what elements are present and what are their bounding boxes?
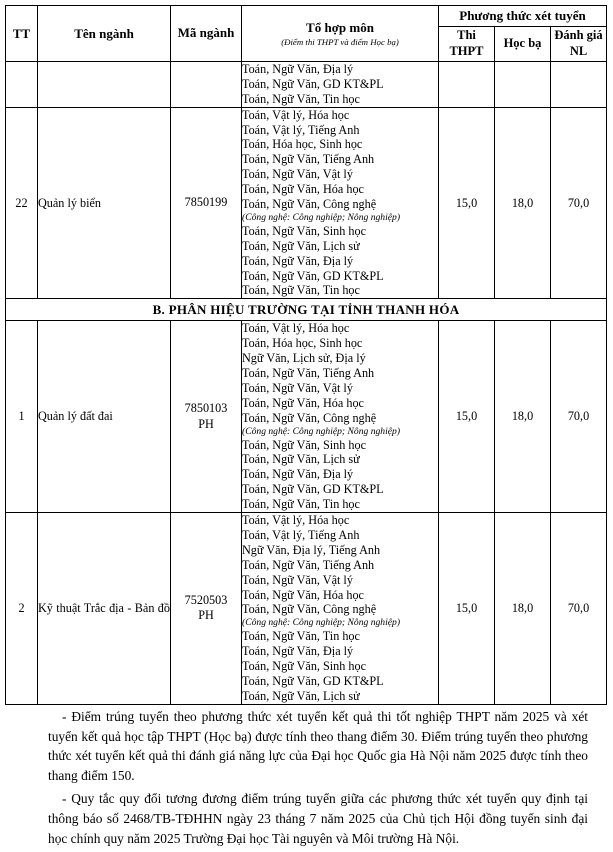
subject-combination: Toán, Ngữ Văn, Vật lý bbox=[242, 572, 353, 587]
subject-combination: Toán, Ngữ Văn, GD KT&PL bbox=[242, 673, 384, 688]
subject-combination: Toán, Ngữ Văn, Tin học bbox=[242, 91, 360, 106]
subject-combination: Toán, Hóa học, Sinh học bbox=[242, 336, 363, 351]
subject-combination: Toán, Ngữ Văn, Hóa học bbox=[242, 182, 364, 197]
major-code-line2: PH bbox=[198, 608, 214, 623]
subject-combination: Ngữ Văn, Lịch sử, Địa lý bbox=[242, 351, 366, 366]
subject-combination: Toán, Vật lý, Tiếng Anh bbox=[242, 527, 360, 542]
major-code-line1: 7850103 bbox=[184, 401, 228, 416]
score-dgnl: 70,0 bbox=[551, 107, 607, 299]
header-method-hocba: Học bạ bbox=[495, 27, 551, 62]
subject-combination: Toán, Ngữ Văn, Lịch sử bbox=[242, 452, 360, 467]
header-combination-title: Tổ hợp môn bbox=[306, 20, 374, 35]
subject-combination: Toán, Ngữ Văn, Địa lý bbox=[242, 253, 354, 268]
table-row bbox=[6, 107, 607, 299]
subject-combination: Toán, Vật lý, Hóa học bbox=[242, 513, 350, 528]
footnotes bbox=[48, 707, 588, 852]
header-methods: Phương thức xét tuyển bbox=[439, 6, 607, 27]
subject-combination: Toán, Ngữ Văn, Lịch sử bbox=[242, 238, 360, 253]
subject-combination: Toán, Ngữ Văn, GD KT&PL bbox=[242, 482, 384, 497]
cell-empty bbox=[6, 62, 38, 108]
cell-empty bbox=[551, 62, 607, 108]
subject-combination: Toán, Ngữ Văn, Tin học bbox=[242, 497, 360, 512]
subject-combination: Toán, Ngữ Văn, Công nghệ bbox=[242, 197, 377, 212]
subject-combination: Toán, Ngữ Văn, Lịch sử bbox=[242, 688, 360, 703]
major-code bbox=[171, 513, 242, 705]
subject-combination: Toán, Ngữ Văn, Công nghệ bbox=[242, 602, 377, 617]
score-hocba: 18,0 bbox=[495, 321, 551, 513]
header-method-dgnl: Đánh giá NL bbox=[551, 27, 607, 62]
subject-combination: Toán, Ngữ Văn, Hóa học bbox=[242, 395, 364, 410]
cell-empty bbox=[171, 62, 242, 108]
header-name: Tên ngành bbox=[38, 6, 171, 62]
subject-combinations bbox=[242, 107, 439, 299]
subject-combination: Toán, Ngữ Văn, GD KT&PL bbox=[242, 76, 384, 91]
cell-empty bbox=[439, 62, 495, 108]
subject-combinations bbox=[242, 513, 439, 705]
subject-combination: Toán, Vật lý, Hóa học bbox=[242, 107, 350, 122]
major-name: Quản lý biển bbox=[38, 107, 171, 299]
footnote-paragraph: - Quy tắc quy đổi tương đương điểm trúng tuyển giữa các phương thức xét tuyển quy định tại thông báo số 2468/TB-TĐHHN ngày 23 tháng 7 năm 2025 của Chủ tịch Hội đồng tuyển sinh đại học chính quy năm 2025 Trường Đại học Tài nguyên và Môi trường Hà Nội. bbox=[48, 791, 588, 846]
score-hocba: 18,0 bbox=[495, 513, 551, 705]
subject-combination: Toán, Vật lý, Tiếng Anh bbox=[242, 122, 360, 137]
subject-combination: Toán, Ngữ Văn, Sinh học bbox=[242, 659, 367, 674]
subject-combination: Toán, Ngữ Văn, Địa lý bbox=[242, 467, 354, 482]
section-row bbox=[6, 299, 607, 321]
score-thpt: 15,0 bbox=[439, 107, 495, 299]
major-name: Quản lý đất đai bbox=[38, 321, 171, 513]
row-number: 1 bbox=[6, 321, 38, 513]
subject-combination: Toán, Ngữ Văn, Công nghệ bbox=[242, 410, 377, 425]
score-dgnl: 70,0 bbox=[551, 513, 607, 705]
subject-combination: Toán, Hóa học, Sinh học bbox=[242, 137, 363, 152]
score-hocba: 18,0 bbox=[495, 107, 551, 299]
header-code-text: Mã ngành bbox=[177, 25, 235, 41]
score-dgnl: 70,0 bbox=[551, 321, 607, 513]
subject-combination: Toán, Ngữ Văn, Hóa học bbox=[242, 587, 364, 602]
subject-combination: Toán, Ngữ Văn, Vật lý bbox=[242, 167, 353, 182]
header-combination-subtitle: (Điểm thi THPT và điểm Học bạ) bbox=[281, 37, 399, 47]
section-title: B. PHÂN HIỆU TRƯỜNG TẠI TỈNH THANH HÓA bbox=[6, 299, 607, 321]
major-name: Kỹ thuật Trắc địa - Bản đồ bbox=[38, 513, 171, 705]
table-row-continuation bbox=[6, 62, 607, 108]
subject-combination: Toán, Ngữ Văn, Sinh học bbox=[242, 223, 367, 238]
table-row bbox=[6, 513, 607, 705]
admission-table bbox=[5, 5, 607, 705]
table-row bbox=[6, 321, 607, 513]
subject-note: (Công nghệ: Công nghiệp; Nông nghiệp) bbox=[242, 617, 401, 629]
subject-combination: Toán, Ngữ Văn, Địa lý bbox=[242, 62, 354, 76]
header-code bbox=[171, 6, 242, 62]
score-thpt: 15,0 bbox=[439, 513, 495, 705]
major-code bbox=[171, 321, 242, 513]
subject-combination: Toán, Ngữ Văn, Tiếng Anh bbox=[242, 152, 375, 167]
subject-combination: Toán, Ngữ Văn, Tin học bbox=[242, 283, 360, 298]
score-thpt: 15,0 bbox=[439, 321, 495, 513]
subject-combination: Toán, Ngữ Văn, Tin học bbox=[242, 629, 360, 644]
major-code-line1: 7520503 bbox=[184, 593, 228, 608]
cell-empty bbox=[495, 62, 551, 108]
cell-empty bbox=[38, 62, 171, 108]
subject-combination: Toán, Ngữ Văn, Tiếng Anh bbox=[242, 557, 375, 572]
major-code: 7850199 bbox=[171, 107, 242, 299]
subject-combinations bbox=[242, 62, 439, 108]
footnote-paragraph: - Điểm trúng tuyển theo phương thức xét tuyển kết quả thi tốt nghiệp THPT năm 2025 và xét tuyển kết quả học tập THPT (Học bạ) được tính theo thang điểm 30. Điểm trúng tuyển theo phương thức xét tuyển kết quả thi đánh giá năng lực của Đại học Quốc gia Hà Nội năm 2025 được tính theo thang điểm 150. bbox=[48, 709, 588, 783]
subject-combination: Toán, Ngữ Văn, Địa lý bbox=[242, 644, 354, 659]
subject-note: (Công nghệ: Công nghiệp; Nông nghiệp) bbox=[242, 425, 401, 437]
row-number: 22 bbox=[6, 107, 38, 299]
subject-combination: Toán, Ngữ Văn, GD KT&PL bbox=[242, 268, 384, 283]
major-code-line2: PH bbox=[198, 416, 214, 431]
header-combination bbox=[242, 6, 439, 62]
row-number: 2 bbox=[6, 513, 38, 705]
subject-combination: Toán, Ngữ Văn, Tiếng Anh bbox=[242, 366, 375, 381]
subject-note: (Công nghệ: Công nghiệp; Nông nghiệp) bbox=[242, 211, 401, 223]
subject-combination: Toán, Vật lý, Hóa học bbox=[242, 321, 350, 336]
header-tt: TT bbox=[6, 6, 38, 62]
header-method-thpt: Thi THPT bbox=[439, 27, 495, 62]
subject-combination: Ngữ Văn, Địa lý, Tiếng Anh bbox=[242, 542, 381, 557]
subject-combination: Toán, Ngữ Văn, Sinh học bbox=[242, 437, 367, 452]
subject-combination: Toán, Ngữ Văn, Vật lý bbox=[242, 380, 353, 395]
subject-combinations bbox=[242, 321, 439, 513]
